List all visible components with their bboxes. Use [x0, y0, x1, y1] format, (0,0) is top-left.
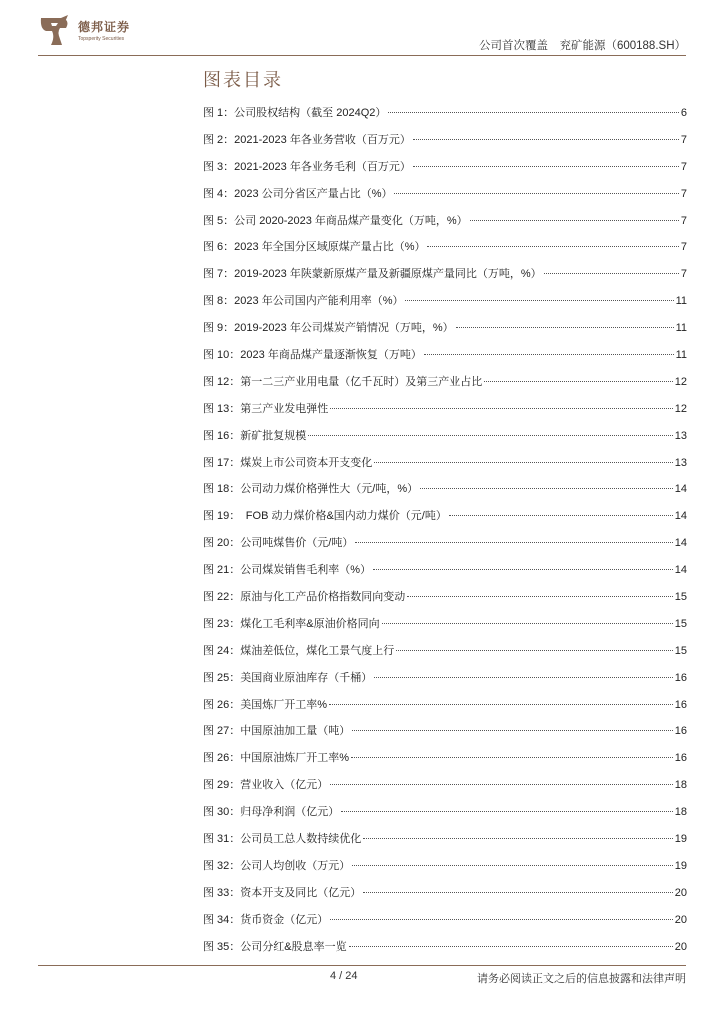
toc-entry[interactable]	[203, 158, 687, 185]
toc-leader-dots	[407, 596, 672, 597]
toc-leader-dots	[330, 919, 672, 920]
toc-entry[interactable]	[203, 346, 687, 373]
toc-entry-page: 12	[674, 402, 687, 415]
toc-entry-label: 图 25：美国商业原油库存（千桶）	[203, 671, 373, 684]
toc-entry[interactable]	[203, 696, 687, 723]
toc-entry-label: 图 1：公司股权结构（截至 2024Q2）	[203, 107, 387, 119]
toc-entry-page: 13	[674, 429, 687, 442]
toc-leader-dots	[352, 730, 672, 731]
toc-entry-label: 图 3：2021-2023 年各业务毛利（百万元）	[203, 160, 411, 173]
toc-entry[interactable]	[203, 830, 687, 857]
header-divider	[38, 55, 686, 56]
toc-entry-page: 14	[674, 537, 687, 550]
toc-entry-page: 15	[674, 591, 687, 604]
toc-entry-page: 20	[674, 940, 687, 953]
toc-leader-dots	[330, 408, 672, 409]
toc-entry-page: 12	[674, 375, 687, 388]
toc-entry-label: 图 10：2023 年商品煤产量逐渐恢复（万吨）	[203, 349, 422, 362]
toc-entry-label: 图 24：煤油差低位，煤化工景气度上行	[203, 644, 395, 657]
toc-entry-label: 图 27：中国原油加工量（吨）	[203, 725, 351, 738]
toc-entry-page: 7	[680, 214, 687, 227]
toc-entry-page: 7	[680, 241, 687, 254]
toc-entry[interactable]	[203, 292, 687, 319]
toc-entry[interactable]	[203, 427, 687, 454]
toc-entry[interactable]	[203, 642, 687, 669]
toc-entry-label: 图 30：归母净利润（亿元）	[203, 806, 340, 819]
toc-leader-dots	[382, 623, 673, 624]
toc-leader-dots	[349, 946, 673, 947]
toc-leader-dots	[424, 354, 674, 355]
toc-leader-dots	[374, 677, 672, 678]
toc-entry-page: 18	[674, 779, 687, 792]
report-label: 公司首次覆盖 兖矿能源（600188.SH）	[478, 40, 686, 52]
toc-entry-page: 14	[674, 483, 687, 496]
toc-entry-page: 7	[680, 160, 687, 173]
toc-entry-label: 图 35：公司分红&股息率一览	[203, 940, 347, 953]
toc-leader-dots	[352, 865, 672, 866]
toc-entry-page: 11	[675, 295, 687, 308]
toc-entry-page: 11	[675, 349, 687, 362]
toc-entry[interactable]	[203, 722, 687, 749]
toc-entry[interactable]	[203, 454, 687, 481]
toc-entry-page: 16	[674, 725, 687, 738]
toc-entry-page: 15	[674, 617, 687, 630]
toc-entry[interactable]	[203, 480, 687, 507]
footer-divider	[38, 965, 686, 966]
toc-leader-dots	[373, 569, 673, 570]
toc-leader-dots	[396, 650, 672, 651]
toc-entry[interactable]	[203, 131, 687, 158]
toc-entry-label: 图 21：公司煤炭销售毛利率（%）	[203, 564, 372, 577]
toc-entry[interactable]	[203, 534, 687, 561]
toc-entry-label: 图 20：公司吨煤售价（元/吨）	[203, 537, 354, 550]
toc-entry-page: 15	[674, 644, 687, 657]
toc-entry[interactable]	[203, 104, 687, 131]
toc-entry[interactable]	[203, 884, 687, 911]
toc-entry-label: 图 4：2023 公司分省区产量占比（%）	[203, 187, 393, 200]
toc-entry-page: 20	[674, 886, 687, 899]
toc-entry-page: 14	[674, 564, 687, 577]
toc-entry-page: 14	[674, 510, 687, 523]
toc-entry-page: 16	[674, 698, 687, 711]
logo-mark-icon	[38, 15, 72, 47]
toc-entry-page: 7	[680, 133, 687, 146]
toc-entry-label: 图 31：公司员工总人数持续优化	[203, 833, 362, 846]
toc-entry-label: 图 18：公司动力煤价格弹性大（元/吨，%）	[203, 483, 419, 496]
toc-entry[interactable]	[203, 803, 687, 830]
toc-leader-dots	[341, 811, 672, 812]
toc-leader-dots	[308, 435, 672, 436]
page-header	[0, 0, 724, 60]
toc-entry[interactable]	[203, 669, 687, 696]
toc-title: 图表目录	[203, 70, 283, 90]
toc-leader-dots	[405, 300, 673, 301]
toc-entry[interactable]	[203, 212, 687, 239]
toc-entry-label: 图 26：美国炼厂开工率%	[203, 698, 328, 711]
toc-entry-page: 19	[674, 859, 687, 872]
toc-entry[interactable]	[203, 319, 687, 346]
toc-entry-label: 图 12：第一二三产业用电量（亿千瓦时）及第三产业占比	[203, 375, 483, 388]
toc-entry-page: 16	[674, 671, 687, 684]
toc-entry-page: 18	[674, 806, 687, 819]
toc-entry-label: 图 19： FOB 动力煤价格&国内动力煤价（元/吨）	[203, 510, 447, 523]
toc-entry-label: 图 22：原油与化工产品价格指数同向变动	[203, 591, 406, 604]
toc-entry-label: 图 16：新矿批复规模	[203, 429, 307, 442]
toc-leader-dots	[484, 381, 672, 382]
toc-leader-dots	[420, 488, 673, 489]
toc-entry[interactable]	[203, 265, 687, 292]
toc-entry-page: 7	[680, 187, 687, 200]
toc-leader-dots	[330, 784, 672, 785]
toc-entry-label: 图 7：2019-2023 年陕蒙新原煤产量及新疆原煤产量同比（万吨，%）	[203, 268, 542, 281]
toc-leader-dots	[413, 166, 679, 167]
toc-entry[interactable]	[203, 507, 687, 534]
toc-leader-dots	[351, 757, 673, 758]
footer-disclaimer: 请务必阅读正文之后的信息披露和法律声明	[477, 973, 686, 985]
toc-entry-page: 13	[674, 456, 687, 469]
toc-entry[interactable]	[203, 776, 687, 803]
toc-entry[interactable]	[203, 615, 687, 642]
page-number: 4 / 24	[330, 970, 358, 982]
toc-entry-label: 图 9：2019-2023 年公司煤炭产销情况（万吨，%）	[203, 322, 454, 335]
toc-entry-page: 16	[674, 752, 687, 765]
toc-leader-dots	[374, 462, 672, 463]
toc-entry[interactable]	[203, 588, 687, 615]
toc-entry[interactable]	[203, 238, 687, 265]
toc-entry-label: 图 6：2023 年全国分区域原煤产量占比（%）	[203, 241, 426, 254]
toc-leader-dots	[363, 892, 672, 893]
toc-entry-page: 19	[674, 833, 687, 846]
toc-entry-label: 图 23：煤化工毛利率&原油价格同向	[203, 617, 380, 630]
toc-entry-page: 6	[680, 107, 687, 119]
toc-entry[interactable]	[203, 185, 687, 212]
toc-entry-label: 图 2：2021-2023 年各业务营收（百万元）	[203, 133, 411, 146]
toc-leader-dots	[449, 515, 673, 516]
logo-text-cn: 德邦证券	[78, 20, 131, 34]
toc-entry[interactable]	[203, 911, 687, 938]
toc-leader-dots	[544, 273, 679, 274]
toc-leader-dots	[413, 139, 679, 140]
toc-entry[interactable]	[203, 938, 687, 965]
logo-text-en: Topsperity Securities	[78, 36, 125, 42]
toc-entry-label: 图 17：煤炭上市公司资本开支变化	[203, 456, 373, 469]
toc-leader-dots	[456, 327, 674, 328]
toc-entry-label: 图 13：第三产业发电弹性	[203, 402, 329, 415]
toc-leader-dots	[394, 193, 678, 194]
toc-entry-page: 20	[674, 913, 687, 926]
toc-entry[interactable]	[203, 857, 687, 884]
toc-entry-label: 图 33：资本开支及同比（亿元）	[203, 886, 362, 899]
toc-entry-label: 图 29：营业收入（亿元）	[203, 779, 329, 792]
toc-entry[interactable]	[203, 749, 687, 776]
toc-leader-dots	[427, 246, 678, 247]
toc-entry-label: 图 26：中国原油炼厂开工率%	[203, 752, 350, 765]
toc-entry-label: 图 32：公司人均创收（万元）	[203, 859, 351, 872]
toc-leader-dots	[388, 112, 679, 113]
toc-entry[interactable]	[203, 373, 687, 400]
toc-leader-dots	[329, 704, 673, 705]
company-logo	[38, 15, 158, 49]
toc-entry-label: 图 5：公司 2020-2023 年商品煤产量变化（万吨，%）	[203, 214, 468, 227]
toc-entry-label: 图 34：货币资金（亿元）	[203, 913, 329, 926]
toc-leader-dots	[470, 220, 679, 221]
toc-leader-dots	[355, 542, 672, 543]
toc-entry[interactable]	[203, 561, 687, 588]
toc-entry-page: 11	[675, 322, 687, 335]
table-of-figures	[203, 104, 687, 965]
toc-leader-dots	[363, 838, 672, 839]
toc-entry-page: 7	[680, 268, 687, 281]
toc-entry[interactable]	[203, 400, 687, 427]
toc-entry-label: 图 8：2023 年公司国内产能利用率（%）	[203, 295, 404, 308]
